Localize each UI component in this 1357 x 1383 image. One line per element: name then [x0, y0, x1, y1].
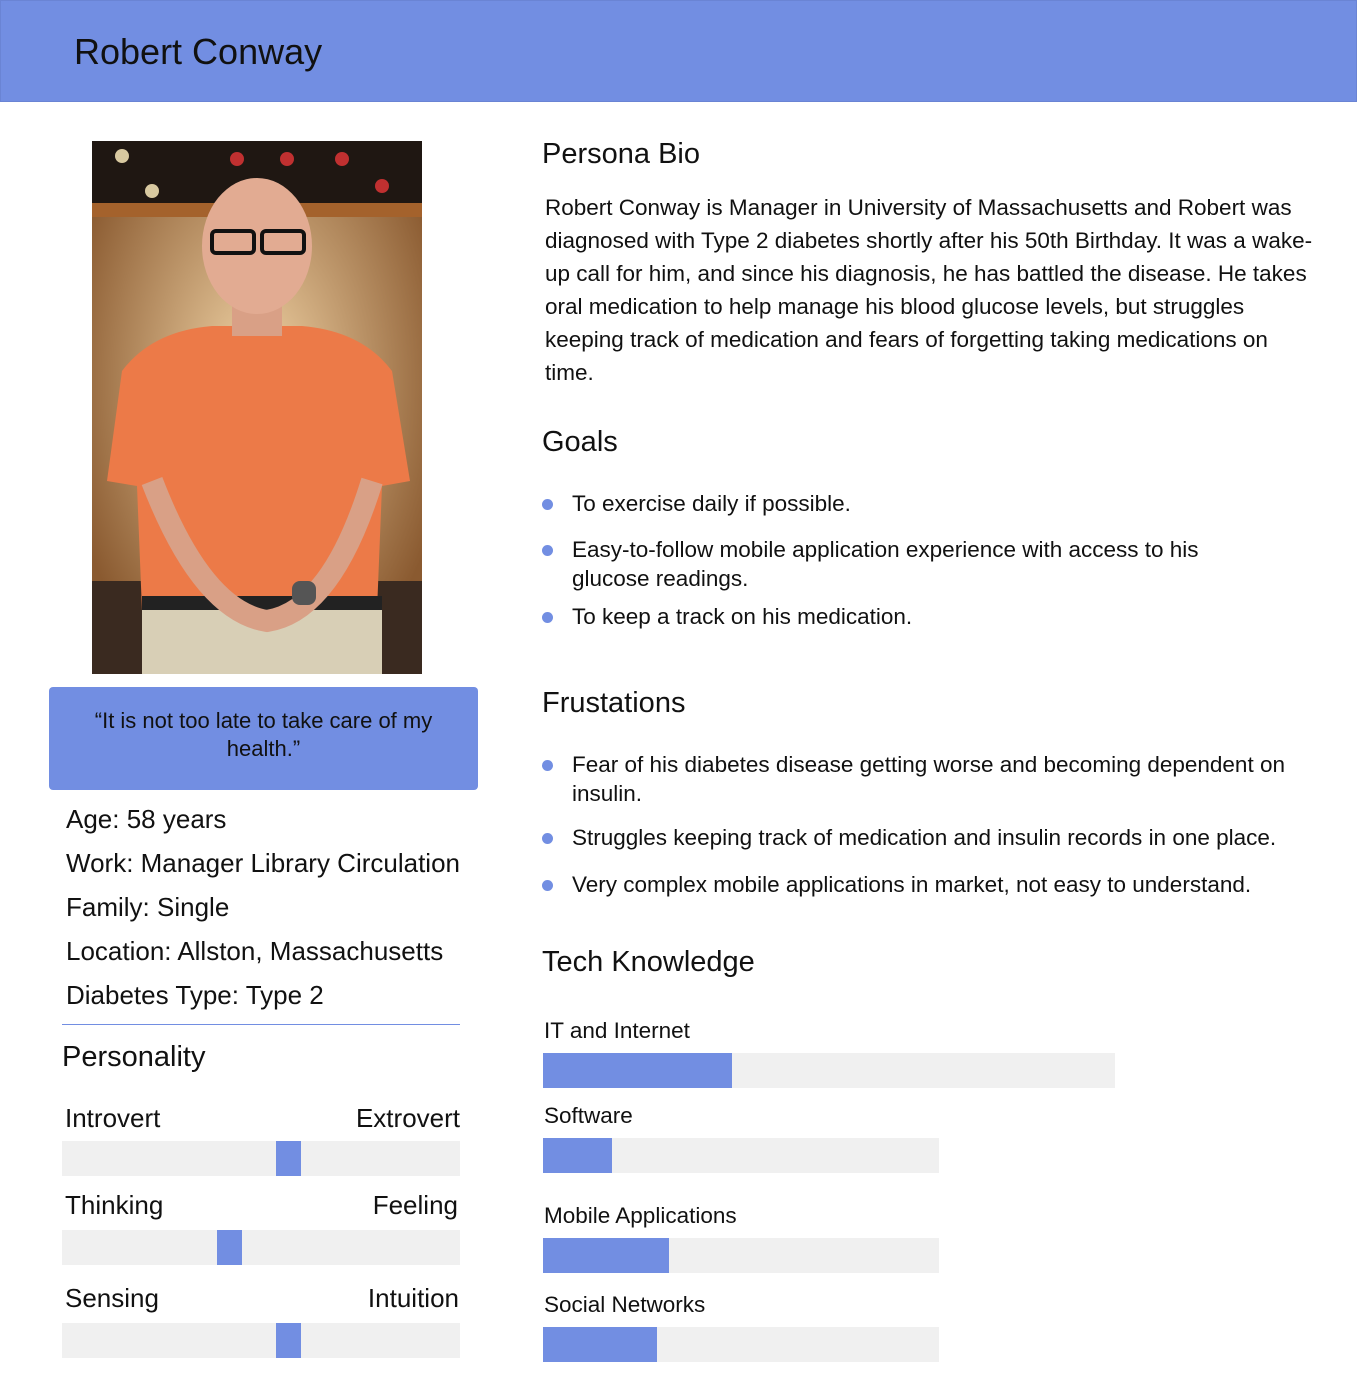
bullet-icon — [542, 833, 553, 844]
bio-text: Robert Conway is Manager in University of Massachusetts and Robert was diagnosed with Type 2 diabetes shortly after his 50th Birthday. It was a wake-up call for him, and since his diagnosis, he has battled the disease. He takes oral medication to help manage his blood glucose levels, but struggles keeping track of medication and fears of forgetting taking medications on time. — [545, 195, 1313, 385]
tech-label: IT and Internet — [544, 1018, 690, 1043]
persona-name: Robert Conway — [74, 31, 323, 72]
frustration-item — [572, 750, 1322, 808]
tech-bar-fill — [543, 1053, 732, 1088]
personality-slider-marker — [217, 1230, 242, 1265]
tech-bar-track — [543, 1138, 939, 1173]
goal-text: To keep a track on his medication. — [572, 604, 913, 629]
tech-bar-track — [543, 1327, 939, 1362]
personality-slider-marker — [276, 1323, 301, 1358]
fact-age: Age: 58 years — [66, 804, 227, 834]
bio-title: Persona Bio — [542, 138, 700, 170]
trait-right-label: Feeling — [372, 1190, 458, 1220]
trait-right-label: Intuition — [367, 1283, 459, 1313]
tech-label: Social Networks — [544, 1292, 706, 1317]
tech-bar-track — [543, 1053, 1115, 1088]
tech-bar-fill — [543, 1327, 657, 1362]
personality-title: Personality — [62, 1041, 206, 1073]
personality-slider-track — [62, 1323, 460, 1358]
goal-text: Easy-to-follow mobile application experience with access to his glucose readings. — [572, 537, 1199, 591]
goal-item — [572, 489, 1332, 518]
trait-left-label: Sensing — [65, 1283, 159, 1313]
goal-text: To exercise daily if possible. — [572, 491, 851, 516]
bullet-icon — [542, 612, 553, 623]
fact-location: Location: Allston, Massachusetts — [66, 936, 444, 966]
tech-bar-track — [543, 1238, 939, 1273]
fact-family: Family: Single — [66, 892, 230, 922]
frustration-item — [572, 823, 1342, 852]
trait-left-label: Thinking — [65, 1190, 164, 1220]
tech-title: Tech Knowledge — [542, 946, 755, 978]
tech-label: Software — [544, 1103, 633, 1128]
header-bar — [0, 0, 1357, 102]
quote-box — [49, 687, 478, 790]
divider — [62, 1024, 460, 1025]
frustration-text: Very complex mobile applications in market, not easy to understand. — [572, 872, 1252, 897]
persona-photo — [92, 141, 422, 674]
trait-left-label: Introvert — [65, 1103, 161, 1133]
bullet-icon — [542, 880, 553, 891]
personality-slider-track — [62, 1141, 460, 1176]
goals-title: Goals — [542, 426, 618, 458]
frustration-text: Fear of his diabetes disease getting worse and becoming dependent on insulin. — [572, 752, 1285, 806]
personality-slider-track — [62, 1230, 460, 1265]
fact-work: Work: Manager Library Circulation — [66, 848, 460, 878]
frustrations-title: Frustations — [542, 687, 686, 719]
tech-bar-fill — [543, 1238, 669, 1273]
goal-item — [572, 535, 1272, 593]
frustration-item — [572, 870, 1342, 899]
quote-text: “It is not too late to take care of my health.” — [94, 708, 433, 761]
tech-bar-fill — [543, 1138, 612, 1173]
bullet-icon — [542, 545, 553, 556]
tech-label: Mobile Applications — [544, 1203, 737, 1228]
trait-right-label: Extrovert — [355, 1103, 460, 1133]
goal-item — [572, 602, 1332, 631]
fact-diabetes-type: Diabetes Type: Type 2 — [66, 980, 324, 1010]
bullet-icon — [542, 499, 553, 510]
frustration-text: Struggles keeping track of medication and insulin records in one place. — [572, 825, 1277, 850]
bullet-icon — [542, 760, 553, 771]
personality-slider-marker — [276, 1141, 301, 1176]
